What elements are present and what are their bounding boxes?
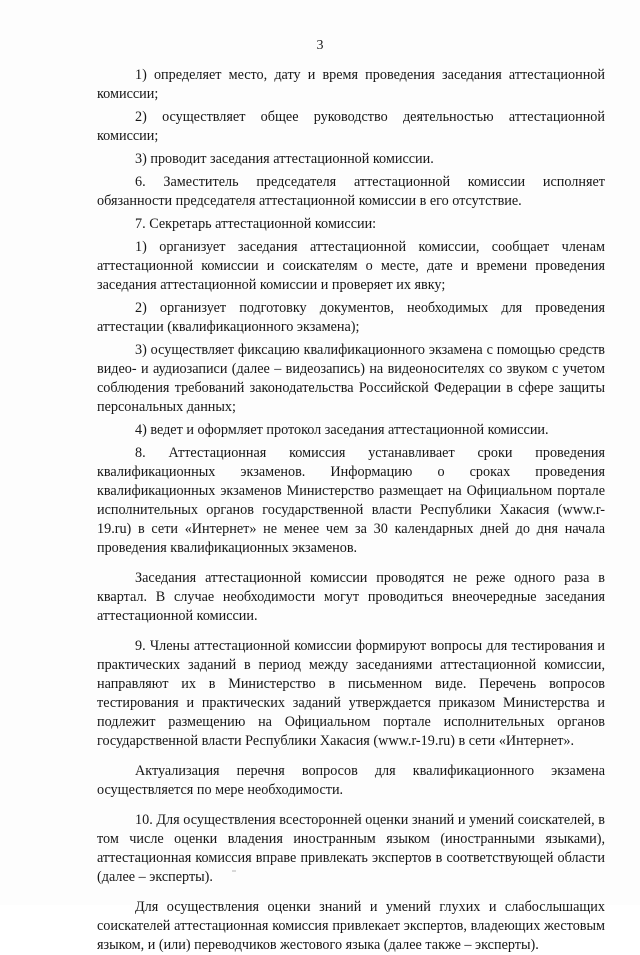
paragraph-item-9: 9. Члены аттестационной комиссии формируют вопросы для тестирования и практических заданий в период между заседаниями аттестационной комиссии, направляют их в Министерство в письменном виде. Перечень вопросов тестирования и практических заданий утверждается приказом Министерства и подлежит размещению на Официальном портале исполнительных органов государственной власти Республики Хакасия (www.r-19.ru) в сети «Интернет». [97, 638, 605, 749]
paragraph-secretary-duty-2: 2) организует подготовку документов, необходимых для проведения аттестации (квалификационного экзамена); [97, 300, 605, 335]
paragraph-question-update: Актуализация перечня вопросов для квалификационного экзамена осуществляется по мере необходимости. [97, 763, 605, 798]
paragraph-meeting-frequency: Заседания аттестационной комиссии проводятся не реже одного раза в квартал. В случае необходимости могут проводиться внеочередные заседания аттестационной комиссии. [97, 570, 605, 624]
paragraph-secretary-duty-1: 1) организует заседания аттестационной комиссии, сообщает членам аттестационной комиссии и соискателям о месте, дате и времени проведения заседания аттестационной комиссии и проверяет их явку; [97, 239, 605, 293]
paragraph-chair-duty-3: 3) проводит заседания аттестационной комиссии. [135, 151, 434, 167]
paragraph-secretary-duty-3: 3) осуществляет фиксацию квалификационного экзамена с помощью средств видео- и аудиозаписи (далее – видеозапись) на видеоносителях со звуком с учетом соблюдения требований законодательства Российской Федерации в сфере защиты персональных данных; [97, 342, 605, 415]
document-body [97, 66, 605, 955]
paragraph-secretary-duty-4: 4) ведет и оформляет протокол заседания аттестационной комиссии. [135, 422, 549, 438]
paragraph-item-10: 10. Для осуществления всесторонней оценки знаний и умений соискателей, в том числе оценки владения иностранным языком (иностранными языками), аттестационная комиссия вправе привлекать экспертов в соответствующей области (далее – эксперты). [97, 812, 605, 885]
paragraph-chair-duty-1: 1) определяет место, дату и время проведения заседания аттестационной комиссии; [97, 67, 605, 102]
scan-speck [232, 870, 236, 872]
paragraph-item-7: 7. Секретарь аттестационной комиссии: [135, 216, 377, 232]
page-number: 3 [316, 38, 324, 53]
paragraph-chair-duty-2: 2) осуществляет общее руководство деятельностью аттестационной комиссии; [97, 109, 605, 144]
paragraph-item-6: 6. Заместитель председателя аттестационной комиссии исполняет обязанности председателя аттестационной комиссии в его отсутствие. [97, 174, 605, 209]
paragraph-sign-language-experts: Для осуществления оценки знаний и умений глухих и слабослышащих соискателей аттестационная комиссия привлекает экспертов, владеющих жестовым языком, и (или) переводчиков жестового языка (далее также – эксперты). [97, 899, 605, 953]
paragraph-item-8: 8. Аттестационная комиссия устанавливает сроки проведения квалификационных экзаменов. Информацию о сроках проведения квалификационных экзаменов Министерство размещает на Официальном портале исполнительных органов государственной власти Республики Хакасия (www.r-19.ru) в сети «Интернет» не менее чем за 30 календарных дней до дня начала проведения квалификационных экзаменов. [97, 445, 605, 556]
